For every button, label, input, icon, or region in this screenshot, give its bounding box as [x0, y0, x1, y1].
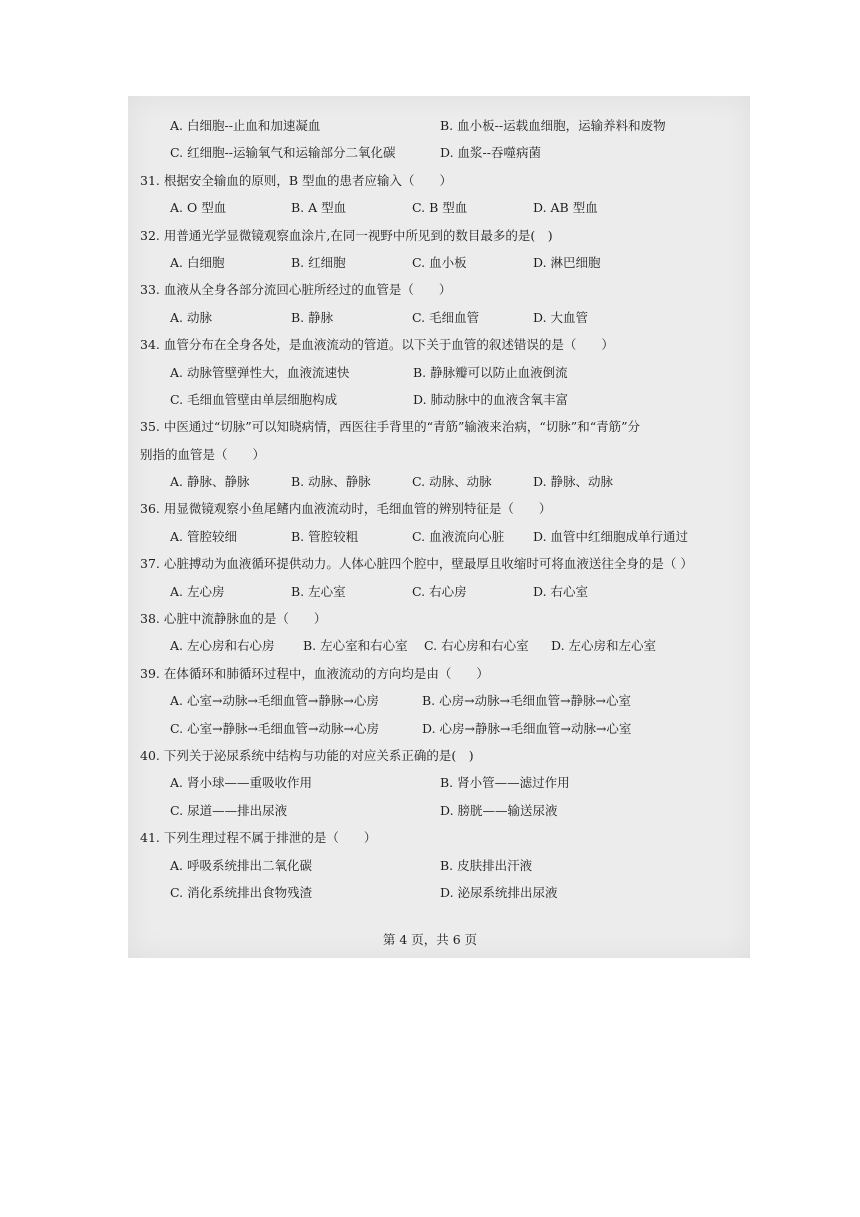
option: C. B 型血: [412, 200, 468, 216]
option: A. O 型血: [170, 200, 227, 216]
option: C. 血小板: [412, 254, 467, 270]
option: D. 淋巴细胞: [533, 254, 601, 270]
option: D. 心房→静脉→毛细血管→动脉→心室: [422, 720, 632, 736]
option-row: [170, 112, 740, 139]
question-41: 41. 下列生理过程不属于排泄的是（ ）: [140, 830, 377, 846]
page-footer: 第 4 页，共 6 页: [382, 932, 478, 947]
option: A. 左心房和右心房: [170, 638, 275, 654]
option: C. 右心房: [412, 583, 467, 599]
question-38: 38. 心脏中流静脉血的是（ ）: [140, 611, 327, 627]
option: D. 血管中红细胞成单行通过: [533, 528, 689, 544]
option: C. 右心房和右心室: [424, 638, 529, 654]
question-31: 31. 根据安全输血的原则，B 型血的患者应输入（ ）: [140, 172, 453, 188]
option: B. 心房→动脉→毛细血管→静脉→心室: [422, 693, 632, 709]
option: C. 心室→静脉→毛细血管→动脉→心房: [170, 720, 379, 736]
option-row: [170, 468, 740, 495]
option-row: [170, 249, 740, 276]
option-row: [170, 386, 740, 413]
option: B. A 型血: [291, 200, 347, 216]
option: A. 动脉: [170, 309, 212, 325]
option: B. 红细胞: [291, 254, 346, 270]
option: B. 皮肤排出汗液: [440, 857, 533, 873]
question-34: 34. 血管分布在全身各处，是血液流动的管道。以下关于血管的叙述错误的是（ ）: [140, 337, 614, 353]
question-32: 32. 用普通光学显微镜观察血涂片,在同一视野中所见到的数目最多的是( ): [140, 227, 553, 243]
option-row: [170, 578, 740, 605]
option: A. 左心房: [170, 583, 225, 599]
option-row: [170, 304, 740, 331]
option-row: [170, 632, 740, 659]
option: B. 静脉: [291, 309, 334, 325]
option: A. 心室→动脉→毛细血管→静脉→心房: [170, 693, 379, 709]
option: D. 血浆--吞噬病菌: [440, 145, 541, 161]
option-row: [170, 359, 740, 386]
option: A. 呼吸系统排出二氧化碳: [170, 857, 312, 873]
option: B. 管腔较粗: [291, 528, 359, 544]
option: B. 动脉、静脉: [291, 474, 371, 490]
option: B. 左心室和右心室: [303, 638, 408, 654]
option: B. 肾小管——滤过作用: [440, 775, 570, 791]
option: A. 肾小球——重吸收作用: [170, 775, 312, 791]
option-row: [170, 879, 740, 906]
question-36: 36. 用显微镜观察小鱼尾鳍内血液流动时，毛细血管的辨别特征是（ ）: [140, 501, 552, 517]
option: D. 右心室: [533, 583, 589, 599]
option: B. 左心室: [291, 583, 346, 599]
option: C. 动脉、动脉: [412, 474, 492, 490]
option: C. 红细胞--运输氧气和运输部分二氧化碳: [170, 145, 396, 161]
option-row: [170, 139, 740, 166]
option-row: [170, 194, 740, 221]
question-sheet: [140, 112, 740, 906]
option-row: [170, 797, 740, 824]
option: C. 血液流向心脏: [412, 528, 505, 544]
option: C. 毛细血管: [412, 309, 480, 325]
option: A. 动脉管壁弹性大，血液流速快: [170, 364, 350, 380]
option: D. 静脉、动脉: [533, 474, 614, 490]
option: A. 白细胞: [170, 254, 225, 270]
option: D. 膀胱——输送尿液: [440, 802, 558, 818]
option: D. 大血管: [533, 309, 589, 325]
option: C. 毛细血管壁由单层细胞构成: [170, 391, 338, 407]
question-35: 35. 中医通过“切脉”可以知晓病情，西医往手背里的“青筋”输液来治病，“切脉”和“青筋”分: [140, 419, 640, 435]
option: B. 血小板--运载血细胞，运输养料和废物: [440, 118, 666, 133]
question-39: 39. 在体循环和肺循环过程中，血液流动的方向均是由（ ）: [140, 665, 489, 681]
option: A. 白细胞--止血和加速凝血: [170, 118, 321, 133]
option: D. 肺动脉中的血液含氧丰富: [413, 391, 569, 407]
option: A. 管腔较细: [170, 528, 237, 544]
option-row: [170, 769, 740, 796]
option: D. 左心房和左心室: [551, 638, 657, 654]
option: A. 静脉、静脉: [170, 474, 250, 490]
question-35-continued: 别指的血管是（ ）: [140, 446, 266, 462]
option-row: [170, 687, 740, 714]
option: B. 静脉瓣可以防止血液倒流: [413, 364, 568, 380]
question-37: 37. 心脏搏动为血液循环提供动力。人体心脏四个腔中，壁最厚且收缩时可将血液送往全身的是（ ）: [140, 556, 693, 572]
option-row: [170, 523, 740, 550]
question-40: 40. 下列关于泌尿系统中结构与功能的对应关系正确的是( ): [140, 747, 474, 763]
question-33: 33. 血液从全身各部分流回心脏所经过的血管是（ ）: [140, 282, 452, 298]
option: D. 泌尿系统排出尿液: [440, 884, 558, 900]
option-row: [170, 852, 740, 879]
option: D. AB 型血: [533, 200, 598, 216]
option: C. 消化系统排出食物残渣: [170, 884, 313, 900]
option-row: [170, 715, 740, 742]
option: C. 尿道——排出尿液: [170, 802, 288, 818]
